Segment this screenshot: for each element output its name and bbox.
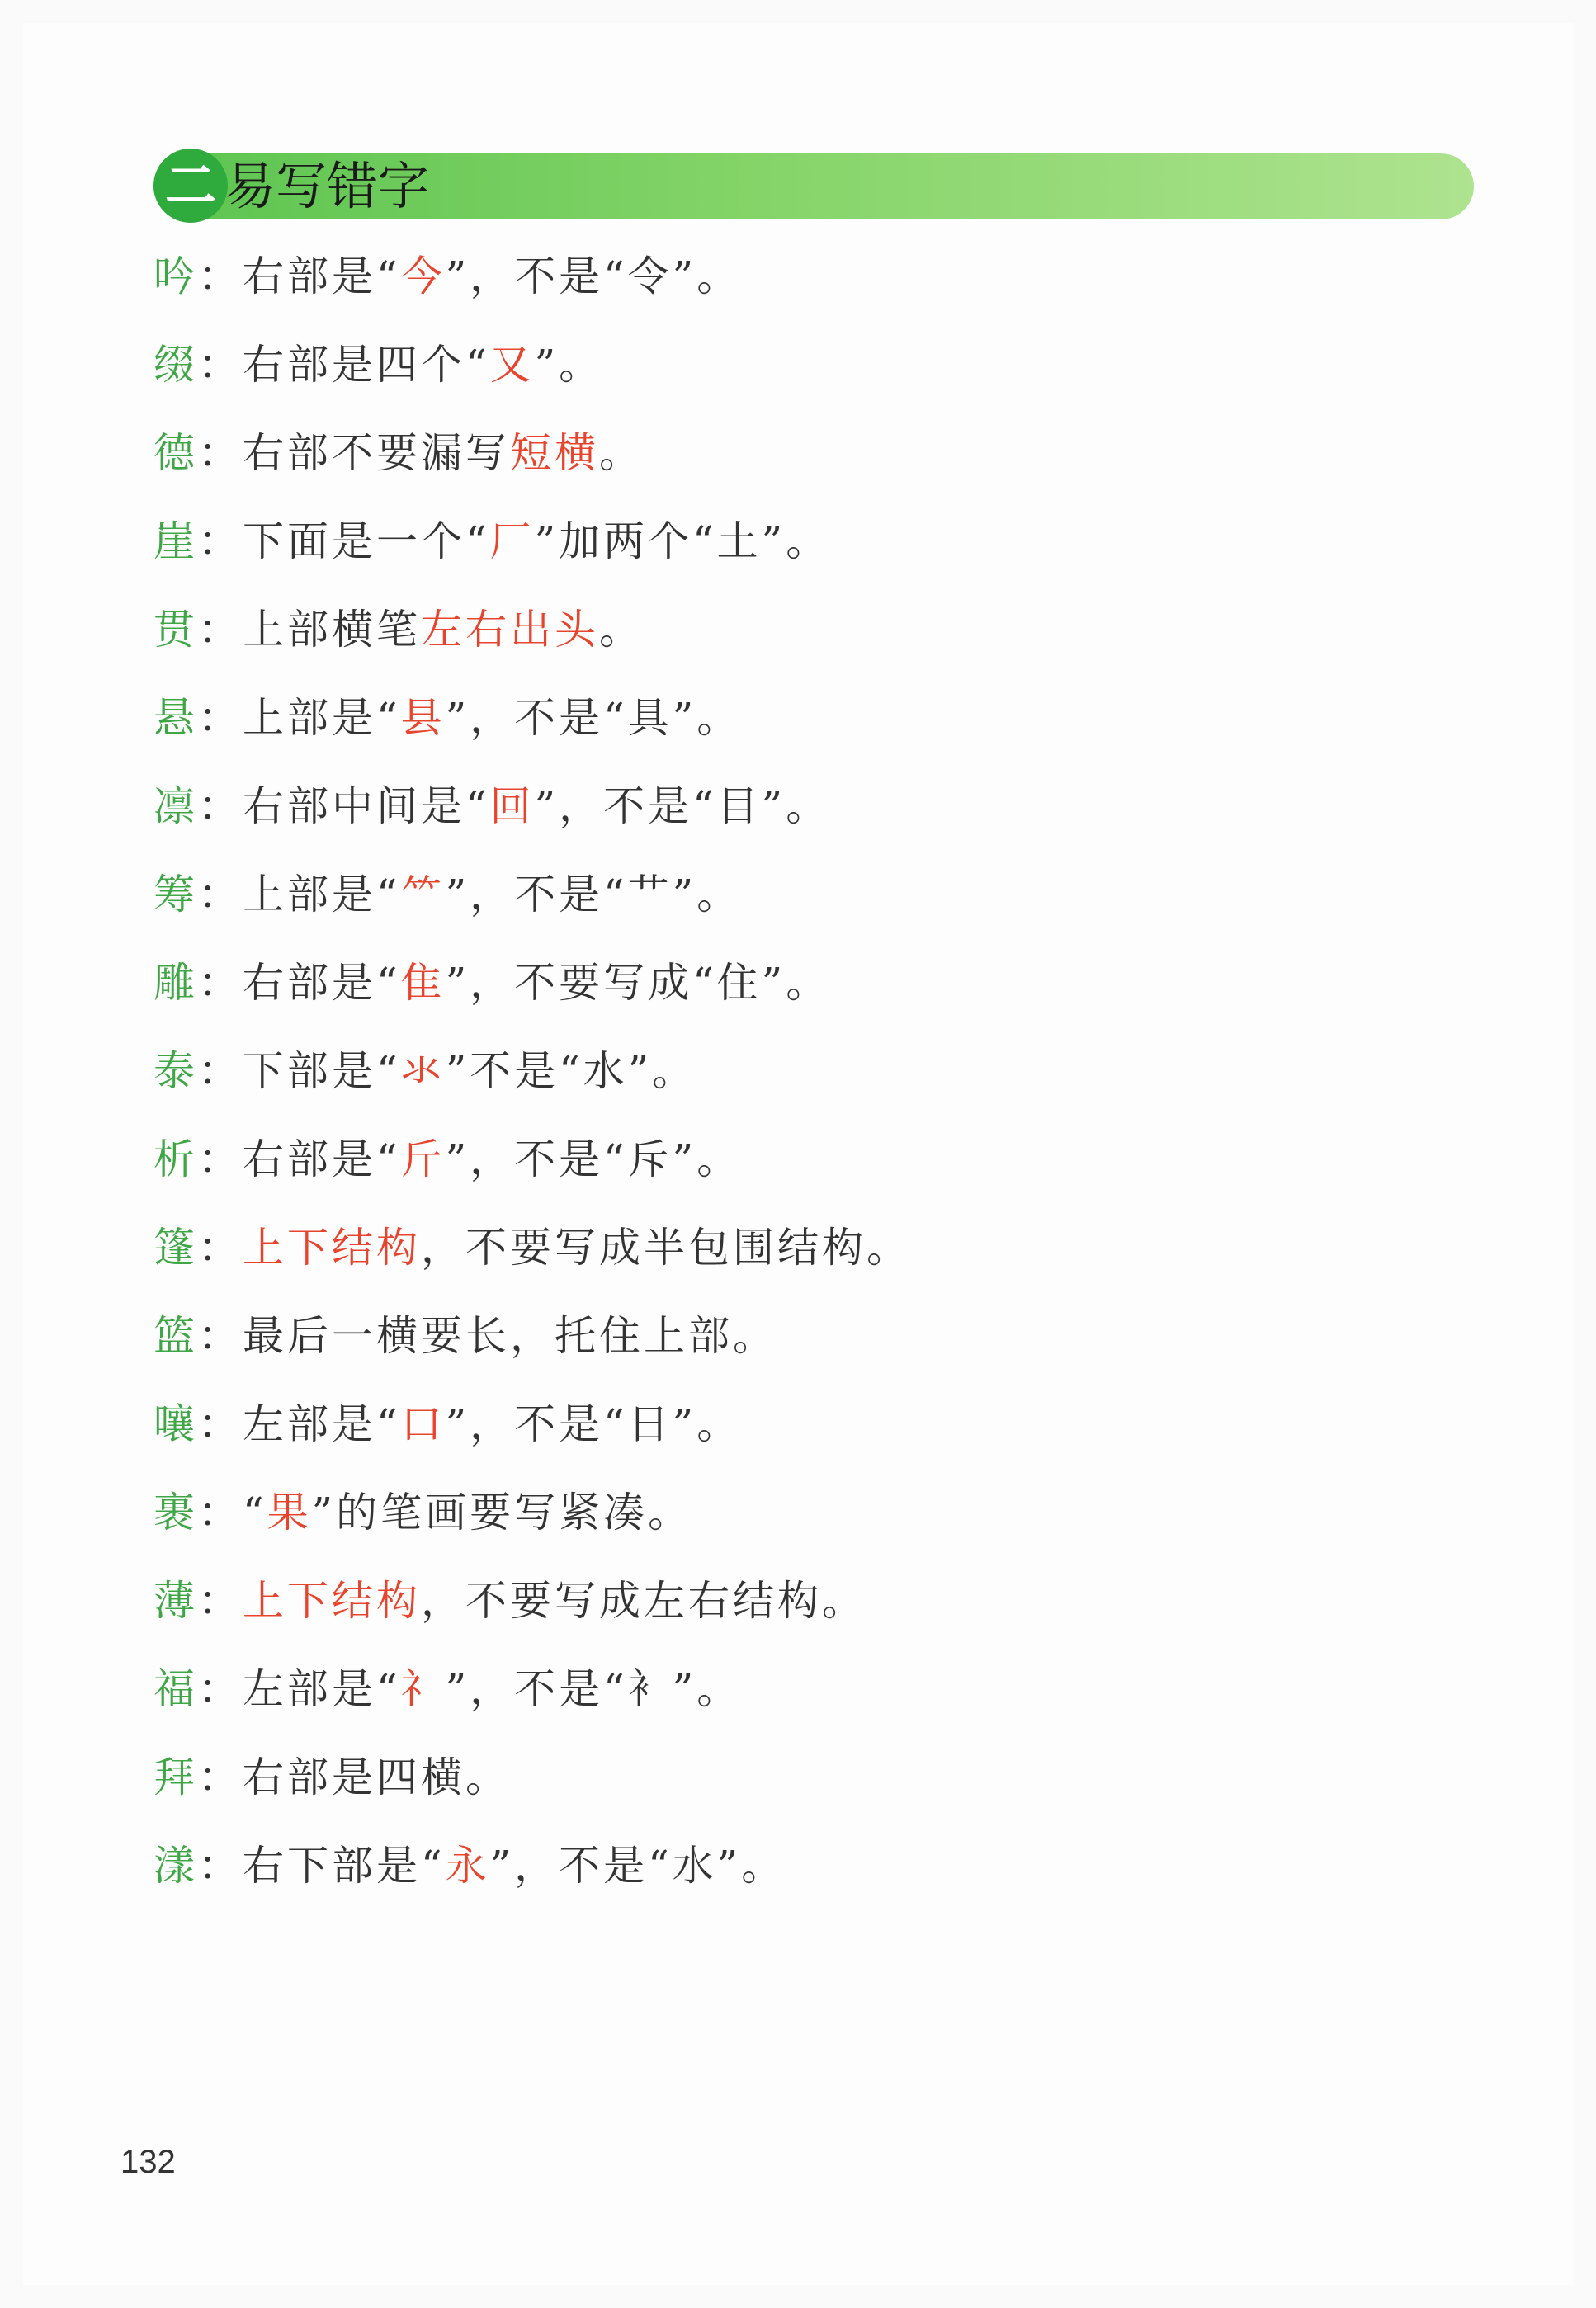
entry-character: 薄: [153, 1577, 198, 1625]
entry-row: [153, 1303, 1391, 1391]
entry-character: 析: [153, 1135, 198, 1183]
entry-text: 右部是“: [243, 959, 401, 1007]
section-title: 易写错字: [224, 156, 430, 216]
entry-text: ”。: [534, 341, 604, 389]
entry-row: [153, 1744, 1391, 1833]
entry-text: 。: [599, 429, 644, 477]
entry-text: ”的笔画要写紧凑。: [311, 1489, 693, 1536]
entry-row: [153, 861, 1391, 950]
entry-row: [153, 1656, 1391, 1744]
entry-highlight: 县: [400, 694, 446, 742]
entry-character: 凛: [153, 782, 198, 830]
entry-character: 泰: [153, 1047, 198, 1095]
entry-highlight: 上下结构: [243, 1224, 421, 1272]
entry-row: [153, 1833, 1391, 1921]
entry-colon: ：: [198, 1753, 243, 1801]
entry-colon: ：: [198, 959, 243, 1007]
entry-text: 右下部是“: [243, 1842, 446, 1890]
entry-text: ”，不是“令”。: [445, 253, 742, 300]
entry-list: [153, 243, 1391, 1921]
entry-colon: ：: [198, 1047, 243, 1095]
entry-highlight: 短横: [510, 429, 599, 477]
entry-text: ”不是“水”。: [445, 1047, 697, 1095]
entry-colon: ：: [198, 517, 243, 565]
entry-row: [153, 1568, 1391, 1656]
entry-row: [153, 950, 1391, 1038]
entry-character: 筹: [153, 871, 198, 918]
entry-highlight: 又: [489, 341, 535, 389]
entry-character: 篷: [153, 1224, 198, 1272]
entry-character: 悬: [153, 694, 198, 742]
entry-text: 右部是“: [243, 1135, 401, 1183]
entry-text: ，不要写成左右结构。: [421, 1577, 866, 1625]
entry-row: [153, 1038, 1391, 1126]
entry-colon: ：: [198, 253, 243, 300]
entry-text: ”，不是“具”。: [445, 694, 742, 742]
entry-text: 上部是“: [243, 871, 401, 918]
entry-highlight: 隹: [400, 959, 446, 1007]
entry-character: 拜: [153, 1753, 198, 1801]
entry-text: ”，不是“日”。: [445, 1400, 742, 1448]
entry-character: 雕: [153, 959, 198, 1007]
entry-character: 吟: [153, 253, 198, 300]
entry-colon: ：: [198, 1400, 243, 1448]
entry-text: 上部是“: [243, 694, 401, 742]
entry-row: [153, 420, 1391, 508]
entry-highlight: 回: [489, 782, 535, 830]
entry-row: [153, 685, 1391, 773]
entry-colon: ：: [198, 871, 243, 918]
entry-text: 右部是“: [243, 253, 401, 300]
entry-row: [153, 773, 1391, 861]
entry-row: [153, 1480, 1391, 1568]
entry-text: 下面是一个“: [243, 517, 490, 565]
entry-character: 贯: [153, 606, 198, 654]
entry-highlight: 今: [400, 253, 446, 300]
entry-highlight: 果: [267, 1489, 312, 1536]
entry-colon: ：: [198, 1577, 243, 1625]
entry-colon: ：: [198, 429, 243, 477]
section-number-badge: 二: [153, 149, 228, 223]
entry-character: 德: [153, 429, 198, 477]
entry-text: “: [243, 1489, 267, 1536]
entry-colon: ：: [198, 1842, 243, 1890]
entry-text: ，不要写成半包围结构。: [421, 1224, 911, 1272]
entry-row: [153, 1126, 1391, 1215]
entry-text: 上部横笔: [243, 606, 421, 654]
entry-row: [153, 332, 1391, 420]
entry-colon: ：: [198, 1312, 243, 1360]
entry-colon: ：: [198, 1135, 243, 1183]
entry-colon: ：: [198, 782, 243, 830]
entry-colon: ：: [198, 1665, 243, 1713]
entry-text: ”，不是“艹”。: [445, 871, 742, 918]
entry-highlight: 左右出头: [421, 606, 599, 654]
entry-text: 右部是四横。: [243, 1753, 510, 1801]
entry-text: 左部是“: [243, 1665, 401, 1713]
entry-highlight: 上下结构: [243, 1577, 421, 1625]
entry-colon: ：: [198, 341, 243, 389]
entry-highlight: 口: [400, 1400, 446, 1448]
entry-highlight: 礻: [400, 1665, 446, 1713]
entry-highlight: 厂: [489, 517, 535, 565]
entry-row: [153, 1215, 1391, 1303]
entry-character: 裹: [153, 1489, 198, 1536]
entry-character: 缀: [153, 341, 198, 389]
entry-colon: ：: [198, 694, 243, 742]
entry-character: 福: [153, 1665, 198, 1713]
entry-text: ”，不是“目”。: [534, 782, 831, 830]
entry-character: 嚷: [153, 1400, 198, 1448]
entry-highlight: 斤: [400, 1135, 446, 1183]
entry-row: [153, 243, 1391, 332]
entry-text: ”，不是“衤”。: [445, 1665, 742, 1713]
entry-text: ”加两个“土”。: [534, 517, 831, 565]
entry-text: 左部是“: [243, 1400, 401, 1448]
entry-text: 右部不要漏写: [243, 429, 510, 477]
entry-character: 漾: [153, 1842, 198, 1890]
entry-colon: ：: [198, 1489, 243, 1536]
entry-text: 。: [599, 606, 644, 654]
entry-row: [153, 597, 1391, 685]
entry-colon: ：: [198, 606, 243, 654]
entry-text: ”，不是“水”。: [489, 1842, 786, 1890]
entry-row: [153, 1391, 1391, 1480]
entry-character: 崖: [153, 517, 198, 565]
entry-colon: ：: [198, 1224, 243, 1272]
entry-text: ”，不是“斥”。: [445, 1135, 742, 1183]
entry-text: 下部是“: [243, 1047, 401, 1095]
page-number: 132: [120, 2144, 176, 2180]
entry-text: ”，不要写成“住”。: [445, 959, 831, 1007]
entry-highlight: ⺮: [400, 871, 446, 918]
entry-text: 右部是四个“: [243, 341, 490, 389]
entry-highlight: 氺: [400, 1047, 446, 1095]
entry-text: 最后一横要长，托住上部。: [243, 1312, 777, 1360]
entry-row: [153, 508, 1391, 597]
entry-highlight: 永: [445, 1842, 490, 1890]
entry-character: 篮: [153, 1312, 198, 1360]
entry-text: 右部中间是“: [243, 782, 490, 830]
